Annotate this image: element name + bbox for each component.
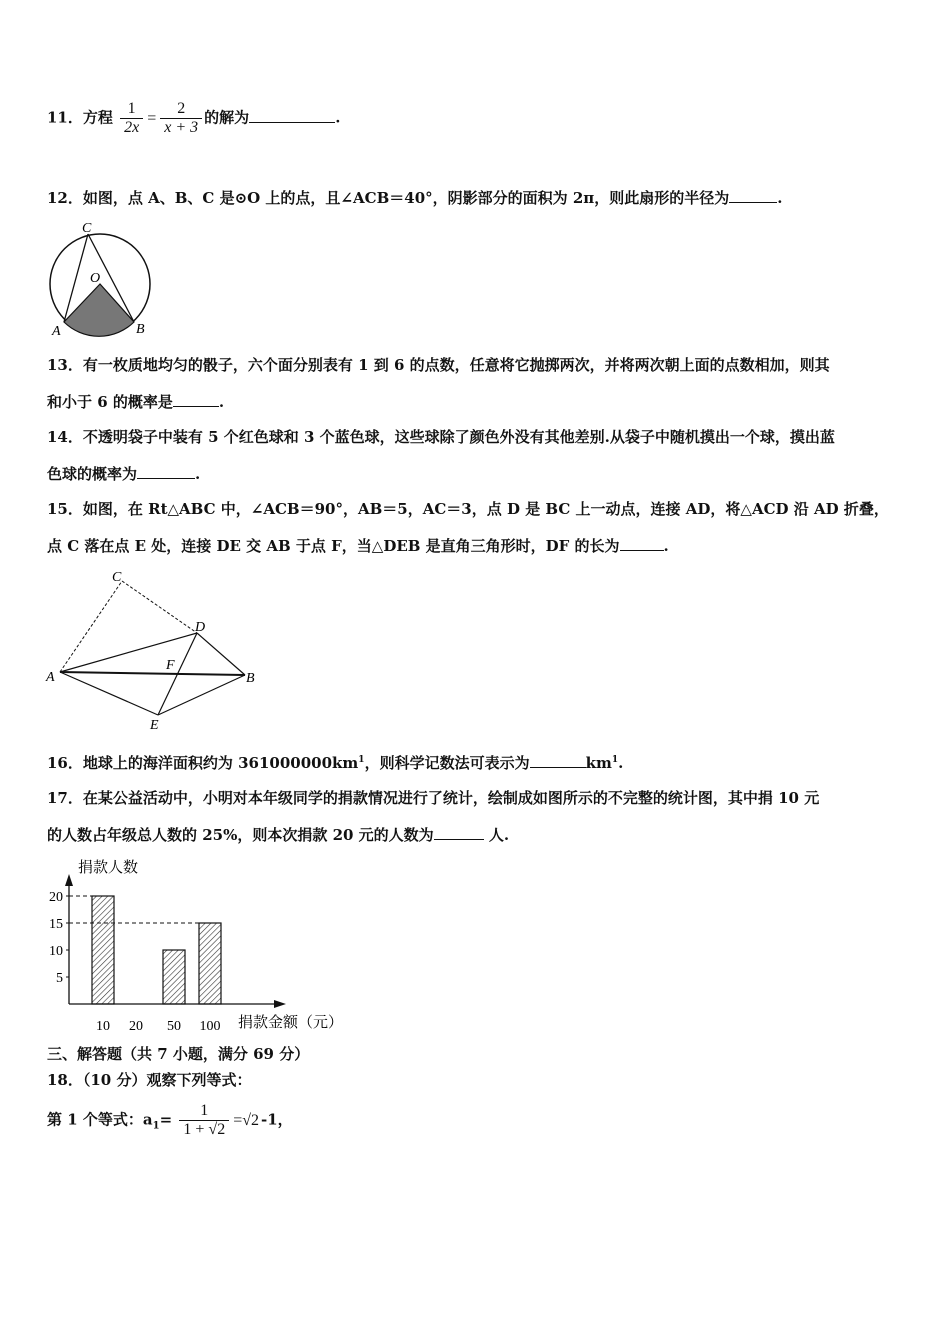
q11-suffix: 的解为 (204, 108, 250, 127)
section-3-heading: 三、解答题（共 7 小题，满分 69 分） (47, 1045, 310, 1063)
q14-answer-blank (137, 464, 195, 479)
y-tick-label: 10 (49, 944, 63, 959)
q18-tail: -1， (261, 1110, 293, 1129)
q18-denominator: 1 + √2 (179, 1120, 229, 1139)
q13-end: . (218, 393, 225, 411)
x-tick-label-100: 100 (199, 1019, 221, 1034)
q16 (47, 752, 623, 773)
q17-line1: 17．在某公益活动中，小明对本年级同学的捐款情况进行了统计，绘制成如图所示的不完整的统计图，其中捐 10 元 (47, 789, 820, 807)
q16-unit: km (585, 754, 612, 772)
q16-sup2: 1 (611, 755, 619, 765)
q11-lhs-numerator: 1 (127, 100, 136, 117)
bar-50 (163, 950, 185, 1004)
y-axis-label: 捐款人数 (78, 859, 139, 876)
bar-100 (199, 923, 221, 1004)
label-c: C (112, 570, 122, 585)
label-b: B (136, 322, 145, 337)
segment-cd-dashed (122, 581, 197, 633)
q11-rhs-numerator: 2 (177, 100, 186, 117)
q18-eq1-sign: = (159, 1110, 173, 1129)
q11-answer-blank (249, 108, 335, 123)
q13-line2 (47, 391, 224, 412)
q13-answer-blank (173, 392, 219, 407)
q18-label: 第 1 个等式：a (47, 1110, 153, 1129)
q13-text: 和小于 6 的概率是 (47, 393, 173, 411)
q16-end: . (618, 754, 624, 772)
q18-heading: 18．（10 分）观察下列等式： (47, 1071, 252, 1089)
label-a: A (52, 324, 61, 339)
q17-end: 人. (483, 826, 510, 844)
y-axis-arrow (65, 874, 73, 886)
x-tick-label-50: 50 (167, 1019, 181, 1034)
label-o: O (90, 271, 101, 286)
q12-circle-figure (44, 218, 156, 340)
segment-db (197, 633, 245, 675)
q15-end: . (663, 537, 669, 555)
x-axis-arrow (274, 1000, 286, 1008)
q18-sub: 1 (152, 1120, 160, 1132)
q18-eq2: =√2 (233, 1111, 260, 1129)
q12-end: . (777, 189, 783, 207)
q16-text: 16．地球上的海洋面积约为 361000000km (47, 754, 359, 772)
segment-ae (60, 672, 158, 715)
y-tick-label: 15 (49, 917, 63, 932)
bar-10 (92, 896, 114, 1004)
q17-bar-chart (44, 852, 354, 1034)
label-c: C (82, 221, 92, 236)
q11-prefix: 方程 (82, 108, 113, 127)
q12 (47, 187, 783, 208)
q14-end: . (195, 465, 201, 483)
q15-line2 (47, 535, 669, 556)
q15-answer-blank (620, 536, 664, 551)
q11-lhs-fraction (120, 100, 143, 137)
q15-line1: 15．如图，在 Rt△ABC 中，∠ACB＝90°，AB＝5，AC＝3，点 D 是 BC 上一动点，连接 AD，将△ACD 沿 AD 折叠， (47, 500, 889, 518)
x-tick-label-20: 20 (129, 1019, 143, 1034)
x-tick-label-10: 10 (96, 1019, 110, 1034)
q14-line2 (47, 463, 200, 484)
q12-answer-blank (729, 188, 777, 203)
q16-mid: ，则科学记数法可表示为 (364, 754, 530, 772)
q16-sup1: 1 (358, 755, 365, 765)
segment-eb (158, 675, 245, 715)
segment-ab (60, 672, 245, 675)
q11-equals: = (147, 109, 157, 127)
q11-rhs-fraction (160, 100, 202, 137)
q11-lhs-denominator: 2x (120, 118, 143, 137)
q11-number: 11． (47, 108, 83, 127)
q14-line1: 14．不透明袋子中装有 5 个红色球和 3 个蓝色球，这些球除了颜色外没有其他差别.从袋子中随机摸出一个球，摸出蓝 (47, 428, 835, 446)
q14-text: 色球的概率为 (47, 465, 138, 483)
q11-end: . (335, 108, 341, 127)
q12-text: 12．如图，点 A、B、C 是⊙O 上的点，且∠ACB＝40°，阴影部分的面积为 2π，则此扇形的半径为 (47, 189, 730, 207)
q18-numerator: 1 (200, 1102, 209, 1119)
label-b: B (246, 671, 255, 686)
q18-eq1 (47, 1102, 293, 1139)
label-e: E (150, 718, 159, 733)
q15-text: 点 C 落在点 E 处，连接 DE 交 AB 于点 F，当△DEB 是直角三角形时，DF 的长为 (47, 537, 620, 555)
q17-text: 的人数占年级总人数的 25%，则本次捐款 20 元的人数为 (47, 826, 434, 844)
label-f: F (166, 658, 175, 673)
q18-fraction (179, 1102, 229, 1139)
y-tick-label: 5 (56, 971, 63, 986)
q11 (47, 100, 340, 137)
q13-line1: 13．有一枚质地均匀的骰子，六个面分别表有 1 到 6 的点数，任意将它抛掷两次，并将两次朝上面的点数相加，则其 (47, 356, 830, 374)
q17-line2 (47, 824, 509, 845)
segment-ad (60, 633, 197, 672)
label-d: D (195, 620, 206, 635)
q15-triangle-figure (40, 565, 265, 737)
y-tick-label: 20 (49, 890, 63, 905)
x-axis-label: 捐款金额（元） (238, 1014, 344, 1031)
segment-ac-dashed (60, 581, 122, 672)
q11-rhs-denominator: x + 3 (160, 118, 202, 137)
label-a: A (46, 670, 55, 685)
q17-answer-blank (434, 825, 484, 840)
q16-answer-blank (530, 753, 586, 768)
